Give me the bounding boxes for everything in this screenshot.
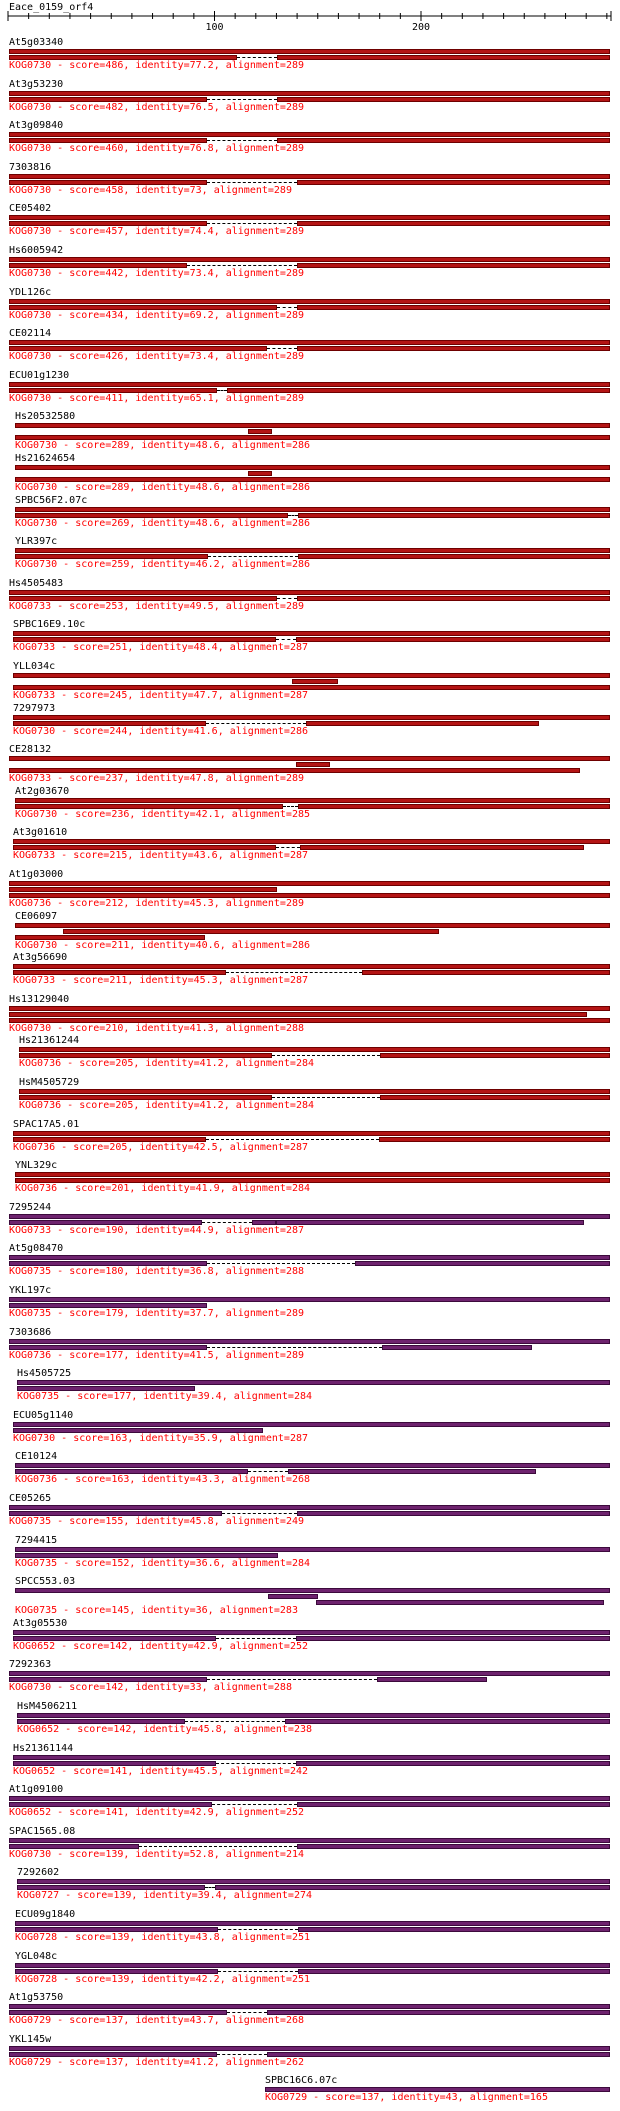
alignment-bar	[285, 1719, 610, 1724]
hit-info: KOG0730 - score=163, identity=35.9, alignment=287	[13, 1432, 309, 1444]
alignment-bar	[297, 346, 610, 351]
alignment-bar	[9, 49, 610, 54]
hit-info: KOG0730 - score=434, identity=69.2, alignment=289	[9, 309, 305, 321]
alignment-bar	[9, 1671, 610, 1676]
hit-info: KOG0730 - score=269, identity=48.6, alignment=286	[15, 517, 311, 529]
hit-info: KOG0733 - score=253, identity=49.5, alignment=289	[9, 600, 305, 612]
alignment-bar	[297, 263, 610, 268]
hit-info: KOG0733 - score=190, identity=44.9, alignment=287	[9, 1224, 305, 1236]
hit-name: At1g53750	[9, 1992, 64, 2004]
alignment-bar	[276, 1220, 584, 1225]
alignment-bar	[9, 1505, 610, 1510]
alignment-bar	[9, 299, 610, 304]
alignment-gap	[187, 265, 297, 266]
alignment-gap	[207, 1679, 377, 1680]
hit-name: SPCC553.03	[15, 1576, 76, 1588]
alignment-bar	[9, 1838, 610, 1843]
alignment-gap	[272, 1097, 380, 1098]
alignment-gap	[218, 1929, 298, 1930]
alignment-gap	[207, 140, 277, 141]
alignment-bar	[355, 1261, 610, 1266]
alignment-bar	[267, 2010, 610, 2015]
hit-info: KOG0733 - score=245, identity=47.7, alignment=287	[13, 690, 309, 701]
hit-info: KOG0728 - score=139, identity=43.8, alignment=251	[15, 1932, 311, 1943]
alignment-bar	[15, 1463, 610, 1468]
hit-name: HsM4506211	[17, 1701, 78, 1712]
alignment-bar	[19, 1047, 610, 1052]
alignment-bar	[297, 180, 610, 185]
alignment-bar	[277, 97, 610, 102]
hit-name: At3g53230	[9, 78, 64, 90]
hit-name: At3g01610	[13, 827, 68, 839]
hit-info: KOG0730 - score=458, identity=73, alignment=289	[9, 184, 292, 196]
hit-info: KOG0652 - score=141, identity=45.5, alignment=242	[13, 1765, 309, 1777]
hit-name: ECU05g1140	[13, 1409, 74, 1421]
alignment-bar	[9, 1297, 610, 1302]
alignment-gap	[207, 223, 297, 224]
hit-info: KOG0735 - score=145, identity=36, alignment=283	[15, 1605, 298, 1617]
hit-name: SPAC1565.08	[9, 1825, 76, 1837]
hit-info: KOG0730 - score=259, identity=46.2, alignment=286	[15, 559, 311, 571]
hit-info: KOG0736 - score=163, identity=43.3, alignment=268	[15, 1474, 311, 1486]
alignment-bar	[9, 257, 610, 262]
alignment-bar	[9, 382, 610, 387]
alignment-gap	[216, 1763, 296, 1764]
alignment-bar	[9, 91, 610, 96]
hit-name: CE05265	[9, 1493, 52, 1504]
hit-info: KOG0736 - score=205, identity=41.2, alignment=284	[19, 1058, 315, 1070]
alignment-gap	[218, 1971, 298, 1972]
alignment-bar	[362, 970, 610, 975]
alignment-gap	[272, 1055, 380, 1056]
hit-info: KOG0730 - score=236, identity=42.1, alignment=285	[15, 808, 311, 820]
alignment-bar	[298, 1969, 610, 1974]
alignment-bar	[17, 1380, 610, 1385]
alignment-gap	[248, 1471, 288, 1472]
alignment-gap	[207, 182, 297, 183]
hit-info: KOG0730 - score=211, identity=40.6, alignment=286	[15, 939, 311, 951]
alignment-bar	[13, 1131, 610, 1136]
alignment-gap	[217, 390, 227, 391]
ruler-tick-label: 200	[411, 22, 431, 30]
hit-name: Hs21361144	[13, 1742, 74, 1754]
hit-name: Hs13129040	[9, 993, 70, 1005]
alignment-gap	[277, 307, 297, 308]
hit-name: CE28132	[9, 744, 52, 756]
alignment-bar	[9, 1796, 610, 1801]
alignment-bar	[296, 637, 610, 642]
hit-info: KOG0733 - score=215, identity=43.6, alignment=287	[13, 850, 309, 862]
alignment-bar	[17, 1879, 610, 1884]
alignment-gap	[222, 1513, 297, 1514]
hit-name: 7292363	[9, 1659, 52, 1671]
alignment-bar	[277, 55, 610, 60]
alignment-bar	[248, 429, 272, 434]
hit-info: KOG0730 - score=426, identity=73.4, alignment=289	[9, 351, 305, 363]
alignment-bar	[296, 1636, 610, 1641]
hit-info: KOG0736 - score=177, identity=41.5, alignment=289	[9, 1349, 305, 1361]
hit-name: YGL048c	[15, 1950, 58, 1962]
alignment-bar	[9, 756, 610, 761]
alignment-gap	[208, 556, 298, 557]
alignment-bar	[15, 1547, 610, 1552]
alignment-gap	[207, 1263, 355, 1264]
hit-name: 7297973	[13, 702, 56, 714]
alignment-bar	[13, 631, 610, 636]
hit-name: SPAC17A5.01	[13, 1118, 80, 1130]
hit-info: KOG0730 - score=460, identity=76.8, alignment=289	[9, 143, 305, 155]
alignment-bar	[248, 471, 272, 476]
hit-name: At1g03000	[9, 869, 64, 880]
hit-name: Hs21624654	[15, 453, 76, 464]
alignment-bar	[9, 2004, 610, 2009]
alignment-bar	[9, 132, 610, 137]
hit-name: At1g09100	[9, 1784, 64, 1796]
alignment-bar	[19, 1089, 610, 1094]
alignment-bar	[300, 845, 584, 850]
alignment-bar	[306, 721, 539, 726]
hit-info: KOG0733 - score=211, identity=45.3, alignment=287	[13, 975, 309, 987]
alignment-bar	[9, 2046, 610, 2051]
hit-name: YKL197c	[9, 1285, 52, 1296]
alignment-gap	[277, 598, 297, 599]
alignment-bar	[277, 138, 610, 143]
hit-name: YNL329c	[15, 1160, 58, 1172]
alignment-bar	[9, 215, 610, 220]
alignment-gap	[202, 1222, 252, 1223]
alignment-gap	[206, 1139, 379, 1140]
alignment-bar	[297, 596, 610, 601]
hit-name: SPBC16E9.10c	[13, 619, 86, 631]
alignment-bar	[9, 340, 610, 345]
alignment-gap	[207, 99, 277, 100]
alignment-bar	[9, 881, 610, 886]
hit-info: KOG0730 - score=244, identity=41.6, alignment=286	[13, 725, 309, 737]
alignment-bar	[296, 1761, 610, 1766]
alignment-bar	[15, 798, 610, 803]
alignment-bar	[380, 1095, 610, 1100]
hit-name: At3g56690	[13, 952, 68, 964]
hit-info: KOG0733 - score=251, identity=48.4, alignment=287	[13, 642, 309, 654]
alignment-bar	[17, 1713, 610, 1718]
hit-info: KOG0735 - score=152, identity=36.6, alignment=284	[15, 1557, 311, 1569]
alignment-bar	[297, 305, 610, 310]
alignment-bar	[316, 1600, 604, 1605]
alignment-bar	[15, 423, 610, 428]
alignment-gap	[217, 2054, 267, 2055]
hit-info: KOG0735 - score=155, identity=45.8, alignment=249	[9, 1516, 305, 1527]
alignment-bar	[268, 1594, 318, 1599]
alignment-bar	[9, 174, 610, 179]
hit-info: KOG0730 - score=289, identity=48.6, alignment=286	[15, 482, 311, 493]
hit-info: KOG0730 - score=142, identity=33, alignment=288	[9, 1682, 292, 1694]
hit-info: KOG0736 - score=205, identity=42.5, alignment=287	[13, 1141, 309, 1153]
hit-info: KOG0736 - score=201, identity=41.9, alignment=284	[15, 1183, 311, 1195]
hit-name: 7303686	[9, 1326, 52, 1338]
alignment-gap	[276, 847, 300, 848]
alignment-bar	[15, 465, 610, 470]
ruler-tick-label: 100	[205, 22, 224, 30]
alignment-bar	[15, 1921, 610, 1926]
hit-name: Hs4505483	[9, 577, 64, 589]
alignment-bar	[382, 1345, 532, 1350]
query-name: Eace_0159_orf4	[9, 2, 94, 13]
alignment-gap	[237, 57, 277, 58]
hit-name: SPBC16C6.07c	[265, 2075, 338, 2087]
hit-name: YDL126c	[9, 286, 52, 298]
hit-info: KOG0652 - score=141, identity=42.9, alignment=252	[9, 1807, 305, 1819]
alignment-gap	[227, 2012, 267, 2013]
alignment-bar	[13, 1630, 610, 1635]
hit-name: CE05402	[9, 203, 52, 215]
alignment-bar	[15, 1963, 610, 1968]
hit-info: KOG0730 - score=139, identity=52.8, alignment=214	[9, 1848, 305, 1860]
hit-name: 7295244	[9, 1201, 52, 1213]
alignment-bar	[13, 1755, 610, 1760]
alignment-bar	[15, 1172, 610, 1177]
hit-name: 7292602	[17, 1867, 60, 1879]
hit-info: KOG0730 - score=289, identity=48.6, alignment=286	[15, 440, 311, 452]
hit-name: CE02114	[9, 328, 52, 340]
hit-info: KOG0730 - score=411, identity=65.1, alignment=289	[9, 392, 305, 404]
alignment-bar	[13, 1422, 610, 1427]
alignment-bar	[9, 1012, 587, 1017]
alignment-bar	[9, 1214, 610, 1219]
alignment-gap	[205, 1887, 215, 1888]
hit-name: At5g08470	[9, 1243, 64, 1255]
alignment-bar	[15, 1588, 610, 1593]
alignment-gap	[226, 972, 362, 973]
hit-name: HsM4505729	[19, 1077, 80, 1088]
hit-name: At2g03670	[15, 785, 70, 797]
alignment-bar	[13, 715, 610, 720]
alignment-bar	[298, 804, 610, 809]
hit-info: KOG0729 - score=137, identity=43, alignment=165	[265, 2092, 548, 2104]
alignment-bar	[298, 513, 610, 518]
alignment-bar	[297, 221, 610, 226]
hit-info: KOG0736 - score=212, identity=45.3, alignment=289	[9, 898, 305, 909]
alignment-gap	[207, 1347, 382, 1348]
hit-info: KOG0727 - score=139, identity=39.4, alignment=274	[17, 1890, 313, 1902]
alignment-bar	[297, 1802, 610, 1807]
hit-info: KOG0730 - score=210, identity=41.3, alignment=288	[9, 1022, 305, 1034]
hit-info: KOG0735 - score=177, identity=39.4, alignment=284	[17, 1391, 313, 1403]
alignment-bar	[292, 679, 338, 684]
alignment-bar	[379, 1137, 610, 1142]
alignment-gap	[212, 1804, 297, 1805]
alignment-bar	[298, 1927, 610, 1932]
hit-info: KOG0733 - score=237, identity=47.8, alignment=289	[9, 773, 305, 785]
alignment-gap	[288, 515, 298, 516]
alignment-bar	[15, 548, 610, 553]
alignment-bar	[9, 887, 277, 892]
alignment-bar	[296, 762, 330, 767]
hit-name: ECU01g1230	[9, 369, 70, 381]
alignment-gap	[185, 1721, 285, 1722]
hit-name: Hs21361244	[19, 1035, 80, 1047]
alignment-bar	[297, 1511, 610, 1516]
hit-name: At5g03340	[9, 37, 64, 48]
alignment-bar	[9, 1006, 610, 1011]
hit-name: CE06097	[15, 910, 58, 922]
alignment-gap	[267, 348, 297, 349]
hit-info: KOG0735 - score=179, identity=37.7, alignment=289	[9, 1308, 305, 1319]
alignment-bar	[9, 1339, 610, 1344]
hit-info: KOG0735 - score=180, identity=36.8, alignment=288	[9, 1266, 305, 1278]
alignment-bar	[267, 2052, 610, 2057]
hit-name: 7303816	[9, 161, 52, 173]
alignment-gap	[139, 1846, 297, 1847]
hit-name: YLL034c	[13, 661, 56, 672]
alignment-bar	[288, 1469, 536, 1474]
alignment-bar	[63, 929, 439, 934]
hit-name: YLR397c	[15, 536, 58, 548]
hit-info: KOG0728 - score=139, identity=42.2, alignment=251	[15, 1973, 311, 1985]
alignment-gap	[216, 1638, 296, 1639]
hit-name: YKL145w	[9, 2033, 52, 2045]
hit-info: KOG0729 - score=137, identity=41.2, alignment=262	[9, 2056, 305, 2068]
hit-info: KOG0729 - score=137, identity=43.7, alignment=268	[9, 2015, 305, 2027]
alignment-bar	[15, 507, 610, 512]
alignment-gap	[283, 806, 298, 807]
hit-name: 7294415	[15, 1534, 58, 1546]
alignment-bar	[13, 964, 610, 969]
hit-info: KOG0730 - score=457, identity=74.4, alignment=289	[9, 226, 305, 238]
hit-info: KOG0652 - score=142, identity=45.8, alignment=238	[17, 1724, 313, 1735]
hit-name: Hs20532580	[15, 411, 76, 423]
hit-info: KOG0730 - score=482, identity=76.5, alignment=289	[9, 101, 305, 113]
alignment-bar	[9, 1255, 610, 1260]
alignment-bar	[298, 554, 610, 559]
hit-info: KOG0652 - score=142, identity=42.9, alignment=252	[13, 1640, 309, 1652]
alignment-bar	[9, 590, 610, 595]
hit-name: At3g09840	[9, 120, 64, 132]
hit-info: KOG0730 - score=486, identity=77.2, alignment=289	[9, 60, 305, 71]
hit-name: Hs6005942	[9, 245, 64, 256]
hit-info: KOG0730 - score=442, identity=73.4, alignment=289	[9, 268, 305, 279]
hit-name: CE10124	[15, 1451, 58, 1463]
alignment-bar	[13, 839, 610, 844]
alignment-bar	[380, 1053, 610, 1058]
hit-name: ECU09g1840	[15, 1909, 76, 1920]
alignment-bar	[297, 1844, 610, 1849]
hit-name: Hs4505725	[17, 1368, 72, 1380]
alignment-bar	[15, 923, 610, 928]
hit-info: KOG0736 - score=205, identity=41.2, alignment=284	[19, 1100, 315, 1111]
alignment-bar	[377, 1677, 487, 1682]
alignment-gap	[276, 639, 296, 640]
hit-name: At3g05530	[13, 1617, 68, 1629]
alignment-gap	[206, 723, 306, 724]
alignment-bar	[13, 673, 610, 678]
hit-name: SPBC56F2.07c	[15, 494, 88, 506]
